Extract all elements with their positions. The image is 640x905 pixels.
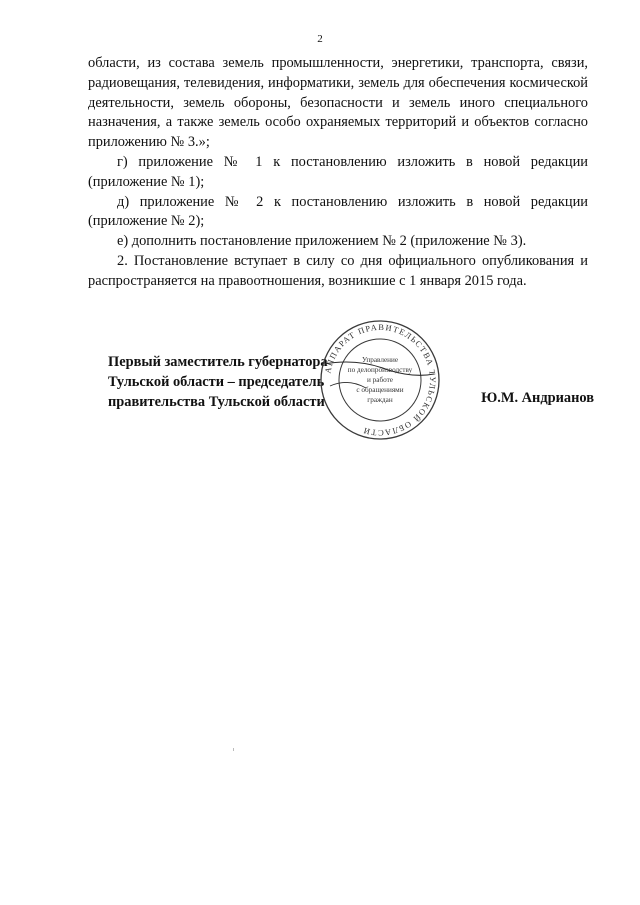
seal-center-line: и работе xyxy=(367,376,393,384)
seal-center-line: с обращениями xyxy=(356,386,404,394)
official-seal-stamp xyxy=(318,318,442,442)
paragraph-item-d: д) приложение № 2 к постановлению изложить в новой редакции (приложение № 2); xyxy=(88,193,588,230)
paragraph-continuation: области, из состава земель промышленности, энергетики, транспорта, связи, радиовещания, телевидения, информатики, земель для обеспечения космической деятельности, земель обороны, безопасности и земель иного специального назначения, а также земель особо охраняемых территорий и объектов согласно приложению № 3.»; xyxy=(88,55,588,151)
paragraph-clause-2: 2. Постановление вступает в силу со дня официального опубликования и распространяется на правоотношения, возникшие с 1 января 2015 года. xyxy=(88,252,588,289)
paragraph-item-e: е) дополнить постановление приложением № 2 (приложение № 3). xyxy=(117,233,527,250)
page-number: 2 xyxy=(317,33,323,45)
signatory-title-line: Тульской области – председатель xyxy=(108,374,325,390)
signatory-title xyxy=(108,352,328,412)
seal-center-line: граждан xyxy=(367,396,393,404)
seal-center-line: Управление xyxy=(361,356,399,364)
document-body xyxy=(88,54,588,292)
paragraph-item-g: г) приложение № 1 к постановлению изложить в новой редакции (приложение № 1); xyxy=(88,153,588,190)
scan-artifact-mark xyxy=(233,748,234,751)
seal-ring-text: АППАРАТ ПРАВИТЕЛЬСТВА ТУЛЬСКОЙ ОБЛАСТИ xyxy=(323,322,438,438)
signatory-title-line: правительства Тульской области xyxy=(108,394,325,410)
seal-center-line: по делопроизводству xyxy=(347,366,413,374)
signatory-title-line: Первый заместитель губернатора xyxy=(108,354,328,370)
signatory-name: Ю.М. Андрианов xyxy=(481,390,594,406)
